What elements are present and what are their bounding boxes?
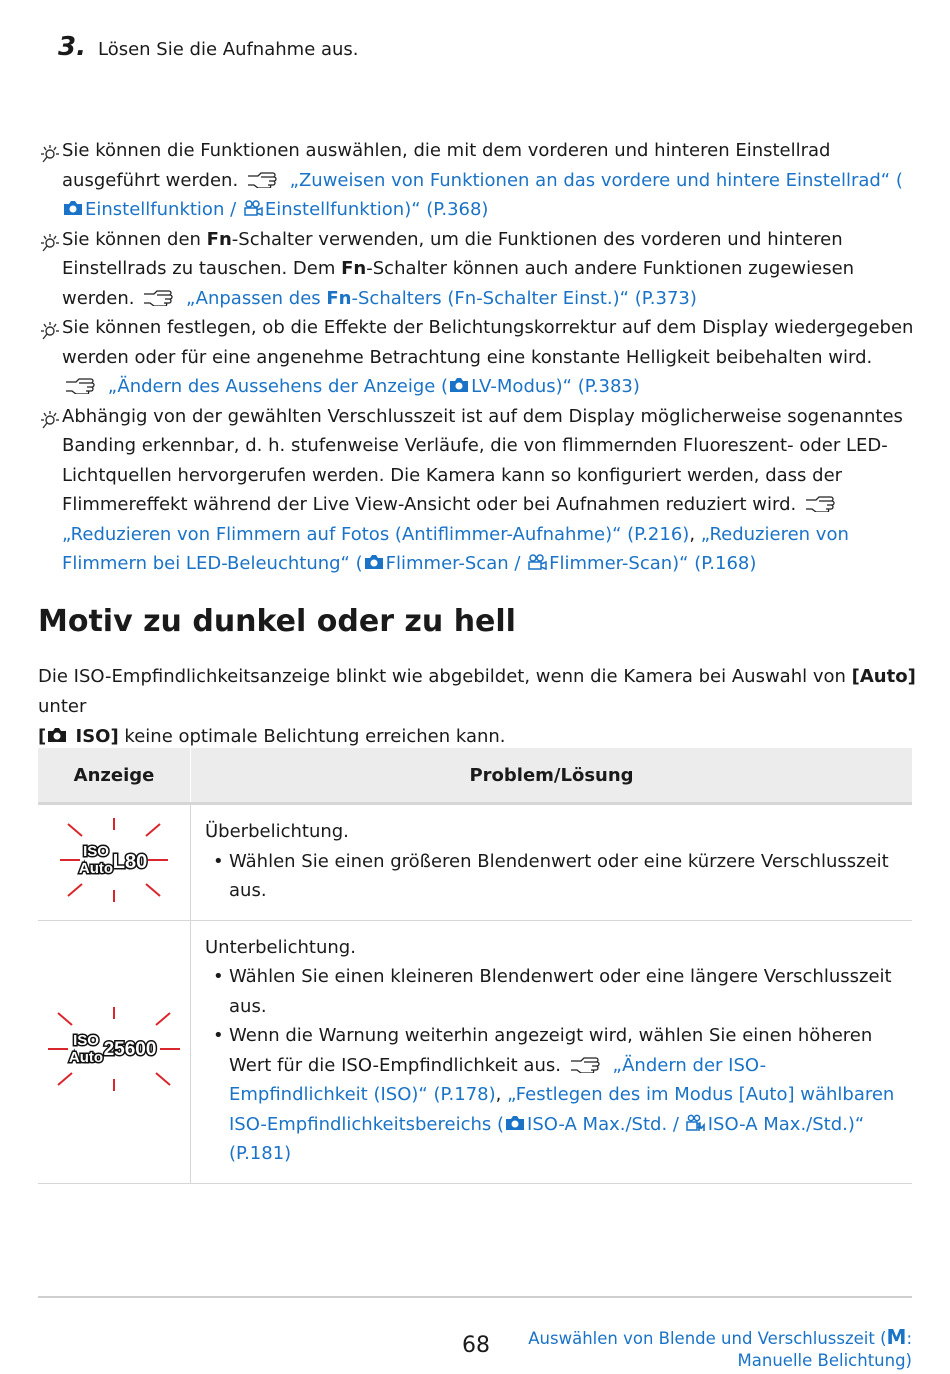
camera-icon — [62, 199, 84, 217]
reference-hand-icon — [804, 494, 840, 512]
tip-1-link[interactable]: „Zuweisen von Funktionen an das vordere und hintere Einstellrad“ (Einstellfunktion / Einstellfunktion)“ (P.368) — [62, 170, 903, 221]
exposure-warning-table — [38, 748, 912, 1184]
camera-icon — [448, 376, 470, 394]
tip-4-link-antiflicker[interactable]: „Reduzieren von Flimmern auf Fotos (Antiflimmer-Aufnahme)“ (P.216) — [62, 523, 690, 545]
tip-4-link-flicker-scan[interactable]: „Reduzieren von Flimmern bei LED-Beleuchtung“ ( Flimmer-Scan / Flimmer-Scan)“ (P.168) — [62, 523, 849, 574]
iso-warning-icon — [54, 810, 174, 910]
footer-divider — [38, 1296, 912, 1298]
link-iso-auto-range[interactable]: „Festlegen des im Modus [Auto] wählbaren ISO-Empfindlichkeitsbereichs ( ISO-A Max./Std. / ISO-A Max./Std.)“ (P.181) — [229, 1084, 895, 1164]
solution-underexposed — [191, 920, 913, 1183]
table-row — [38, 920, 912, 1183]
iso-label: ISO — [83, 842, 109, 860]
header-problem-loesung: Problem/Lösung — [191, 748, 913, 804]
table-row — [38, 804, 912, 921]
camera-icon — [504, 1114, 526, 1132]
tip-3-link[interactable]: „Ändern des Aussehens der Anzeige ( LV-Modus)“ (P.383) — [107, 376, 640, 397]
reference-hand-icon — [64, 376, 100, 394]
problem-title: Überbelichtung. — [205, 821, 349, 842]
movie-camera-icon — [526, 553, 548, 571]
tip-bulb-icon — [38, 409, 60, 431]
tip-2-link[interactable]: „Anpassen des Fn-Schalters (Fn-Schalter Einst.)“ (P.373) — [185, 287, 697, 309]
tip-bulb-icon — [38, 320, 60, 342]
step-3 — [58, 32, 359, 62]
list-item: • Wenn die Warnung weiterhin angezeigt wird, wählen Sie einen höheren Wert für die ISO-Empfindlichkeit aus. „Ändern der ISO-Empfindlichkeit (ISO)“ (P.178), „Festlegen des im Modus [Auto] wählbaren ISO-Empfindlichkeitsbereichs ( ISO-A Max./Std. / ISO-A Max./Std.)“ (P.181) — [205, 1021, 898, 1169]
page-number: 68 — [462, 1333, 490, 1358]
header-anzeige: Anzeige — [38, 748, 191, 804]
step-number: 3. — [58, 32, 86, 62]
movie-m-icon — [685, 1114, 707, 1132]
link-iso-sensitivity[interactable]: „Ändern der ISO-Empfindlichkeit (ISO)“ (P.178) — [229, 1054, 767, 1105]
tip-4: Abhängig von der gewählten Verschlusszeit ist auf dem Display möglicherweise sogenanntes Banding erkennbar, d. h. stufenweise Verläufe, die von flimmernden Fluoreszent- oder LED-Lichtquellen hervorgerufen werden. Die Kamera kann so konfiguriert werden, dass der Flimmereffekt während der Live View-Ansicht oder bei Aufnahmen reduziert wird. „Reduzieren von Flimmern auf Fotos (Antiflimmer-Aufnahme)“ (P.216), „Reduzieren von Flimmern bei LED-Beleuchtung“ ( Flimmer-Scan / Flimmer-Scan)“ (P.168) — [38, 402, 918, 579]
reference-hand-icon — [142, 288, 178, 306]
iso-value: 25600 — [103, 1039, 157, 1060]
section-heading: Motiv zu dunkel oder zu hell — [38, 604, 516, 639]
reference-hand-icon — [246, 170, 282, 188]
camera-icon — [363, 553, 385, 571]
auto-label: Auto — [68, 1049, 104, 1066]
movie-camera-icon — [242, 199, 264, 217]
tip-1-text: Sie können die Funktionen auswählen, die mit dem vorderen und hinteren Einstellrad ausgeführt werden. — [62, 140, 831, 191]
tip-1 — [38, 136, 918, 225]
auto-label: Auto — [78, 859, 114, 877]
list-item: • Wählen Sie einen kleineren Blendenwert oder eine längere Verschlusszeit aus. — [205, 962, 898, 1021]
problem-title: Unterbelichtung. — [205, 936, 356, 958]
list-item: • Wählen Sie einen größeren Blendenwert oder eine kürzere Verschlusszeit aus. — [205, 847, 898, 906]
tip-bulb-icon — [38, 143, 60, 165]
iso-label: ISO — [73, 1032, 99, 1049]
step-text: Lösen Sie die Aufnahme aus. — [98, 39, 359, 60]
iso-display-underexposed — [38, 920, 191, 1183]
tip-3: Sie können festlegen, ob die Effekte der Belichtungskorrektur auf dem Display wiedergegeben werden oder für eine angenehme Betrachtung eine konstante Helligkeit beibehalten wird. „Ändern des Aussehens der Anzeige ( LV-Modus)“ (P.383) — [38, 313, 918, 402]
iso-value: L80 — [112, 850, 148, 873]
iso-warning-icon — [46, 999, 182, 1099]
tip-bulb-icon — [38, 232, 60, 254]
section-intro: Die ISO-Empfindlichkeitsanzeige blinkt wie abgebildet, wenn die Kamera bei Auswahl von [Auto] unter [ ISO] keine optimale Belichtung erreichen kann. — [38, 666, 916, 747]
solution-overexposed — [191, 804, 913, 921]
tips-section — [38, 136, 918, 579]
tip-2: Sie können den Fn-Schalter verwenden, um die Funktionen des vorderen und hinteren Einstellrads zu tauschen. Dem Fn-Schalter können auch andere Funktionen zugewiesen werden. „Anpassen des Fn-Schalters (Fn-Schalter Einst.)“ (P.373) — [38, 225, 918, 314]
footer-section-title[interactable]: Auswählen von Blende und Verschlusszeit (M: Manuelle Belichtung) — [528, 1325, 912, 1370]
camera-icon — [46, 726, 68, 744]
reference-hand-icon — [569, 1055, 605, 1073]
iso-display-overexposed — [38, 804, 191, 921]
